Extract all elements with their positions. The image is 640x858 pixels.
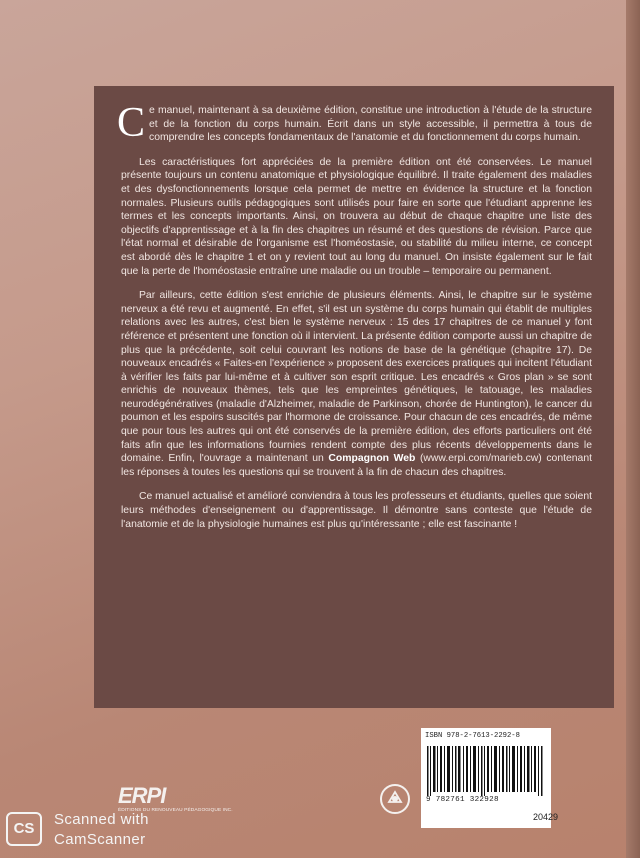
paragraph-intro-text: e manuel, maintenant à sa deuxième édition, constitue une introduction à l'étude de la structure et de la fonction du corps humain. Écrit dans un style accessible, il permettra à tous de comprendre les concepts fondamentaux de l'anatomie et du fonctionnement du corps humain.	[149, 105, 592, 144]
companion-web-text: (www.erpi.com/marieb.cw) contenant les réponses à toutes les questions qui se trouvent à la fin de chacun des chapitres.	[121, 453, 592, 478]
barcode-digits: 9 782761 322928	[426, 796, 499, 804]
watermark-text	[54, 810, 149, 850]
paragraph-intro	[117, 100, 592, 146]
publisher-wordmark: ERPI	[118, 783, 166, 808]
page-edge	[626, 0, 640, 858]
barcode-icon	[425, 746, 547, 796]
drop-cap: C	[117, 100, 146, 146]
publisher-subtitle: ÉDITIONS DU RENOUVEAU PÉDAGOGIQUE INC.	[118, 808, 233, 813]
recycle-icon	[378, 782, 412, 816]
watermark-line-2: CamScanner	[54, 831, 146, 848]
paragraph-conclusion: Ce manuel actualisé et amélioré conviendra à tous les professeurs et étudiants, quelles que soient leurs méthodes d'enseignement ou d'apprentissage. Il démontre sans conteste que l'étude de l'anatomie et de la physiologie humaines est plus qu'intéressante ; elle est fascinante !	[121, 491, 592, 530]
companion-web-label: Compagnon Web	[328, 453, 416, 465]
watermark-line-1: Scanned with	[54, 811, 149, 828]
isbn-label: ISBN 978-2-7613-2292-8	[425, 732, 520, 740]
back-cover-text-panel	[94, 86, 614, 708]
paragraph-features: Les caractéristiques fort appréciées de la première édition ont été conservées. Le manuel présente toujours un contenu anatomique et physiologique équilibré. Il traite également des maladies et des dysfonctionnements lorsque cela permet de mettre en évidence la structure et la fonction normales. Plusieurs outils pédagogiques sont utilisés pour faire en sorte que l'étudiant apprenne les termes et les concepts importants. Ainsi, on trouvera au début de chaque chapitre une liste des objectifs d'apprentissage et à la fin des chapitres un résumé et des questions de révision. Parce que l'état normal et désirable de l'organisme est l'homéostasie, ou stabilité du milieu interne, ce concept est abordé dès le chapitre 1 et on y revient tout au long du manuel. On insiste également sur le fait que la perte de l'homéostasie entraîne une maladie ou un trouble – temporaire ou permanent.	[121, 156, 592, 277]
paragraph-new-edition	[121, 289, 592, 479]
item-number: 20429	[533, 812, 559, 822]
paragraph-new-edition-text: Par ailleurs, cette édition s'est enrichie de plusieurs éléments. Ainsi, le chapitre sur le système nerveux a été revu et augmenté. En effet, s'il est un système du corps humain qui établit de multiples relations avec les autres, c'est bien le système nerveux : 15 des 17 chapitres de ce manuel y font référence et présentent une fonction où il intervient. La présente édition comporte aussi un chapitre de plus que la précédente, soit celui couvrant les notions de base de la génétique (chapitre 17). De nouveaux encadrés « Faites-en l'expérience » proposent des exercices pratiques qui incitent l'étudiant à vérifier les faits par lui-même et à cultiver son esprit critique. Les encadrés « Gros plan » se sont enrichis de nouveaux thèmes, tels que les empreintes génétiques, le tatouage, les maladies neurodégénératives (maladie d'Alzheimer, maladie de Parkinson, chorée de Huntington), le cancer du poumon et les espoirs suscités par l'hormone de croissance. Pour chacun de ces encadrés, de même que pour tous les autres qui ont été conservés de la première édition, des efforts particuliers ont été faits afin que les informations fournies rendent compte des plus récents développements dans le domaine. Enfin, l'ouvrage a maintenant un	[121, 290, 592, 465]
isbn-barcode-block	[421, 728, 551, 828]
camscanner-logo-icon: CS	[6, 812, 42, 846]
